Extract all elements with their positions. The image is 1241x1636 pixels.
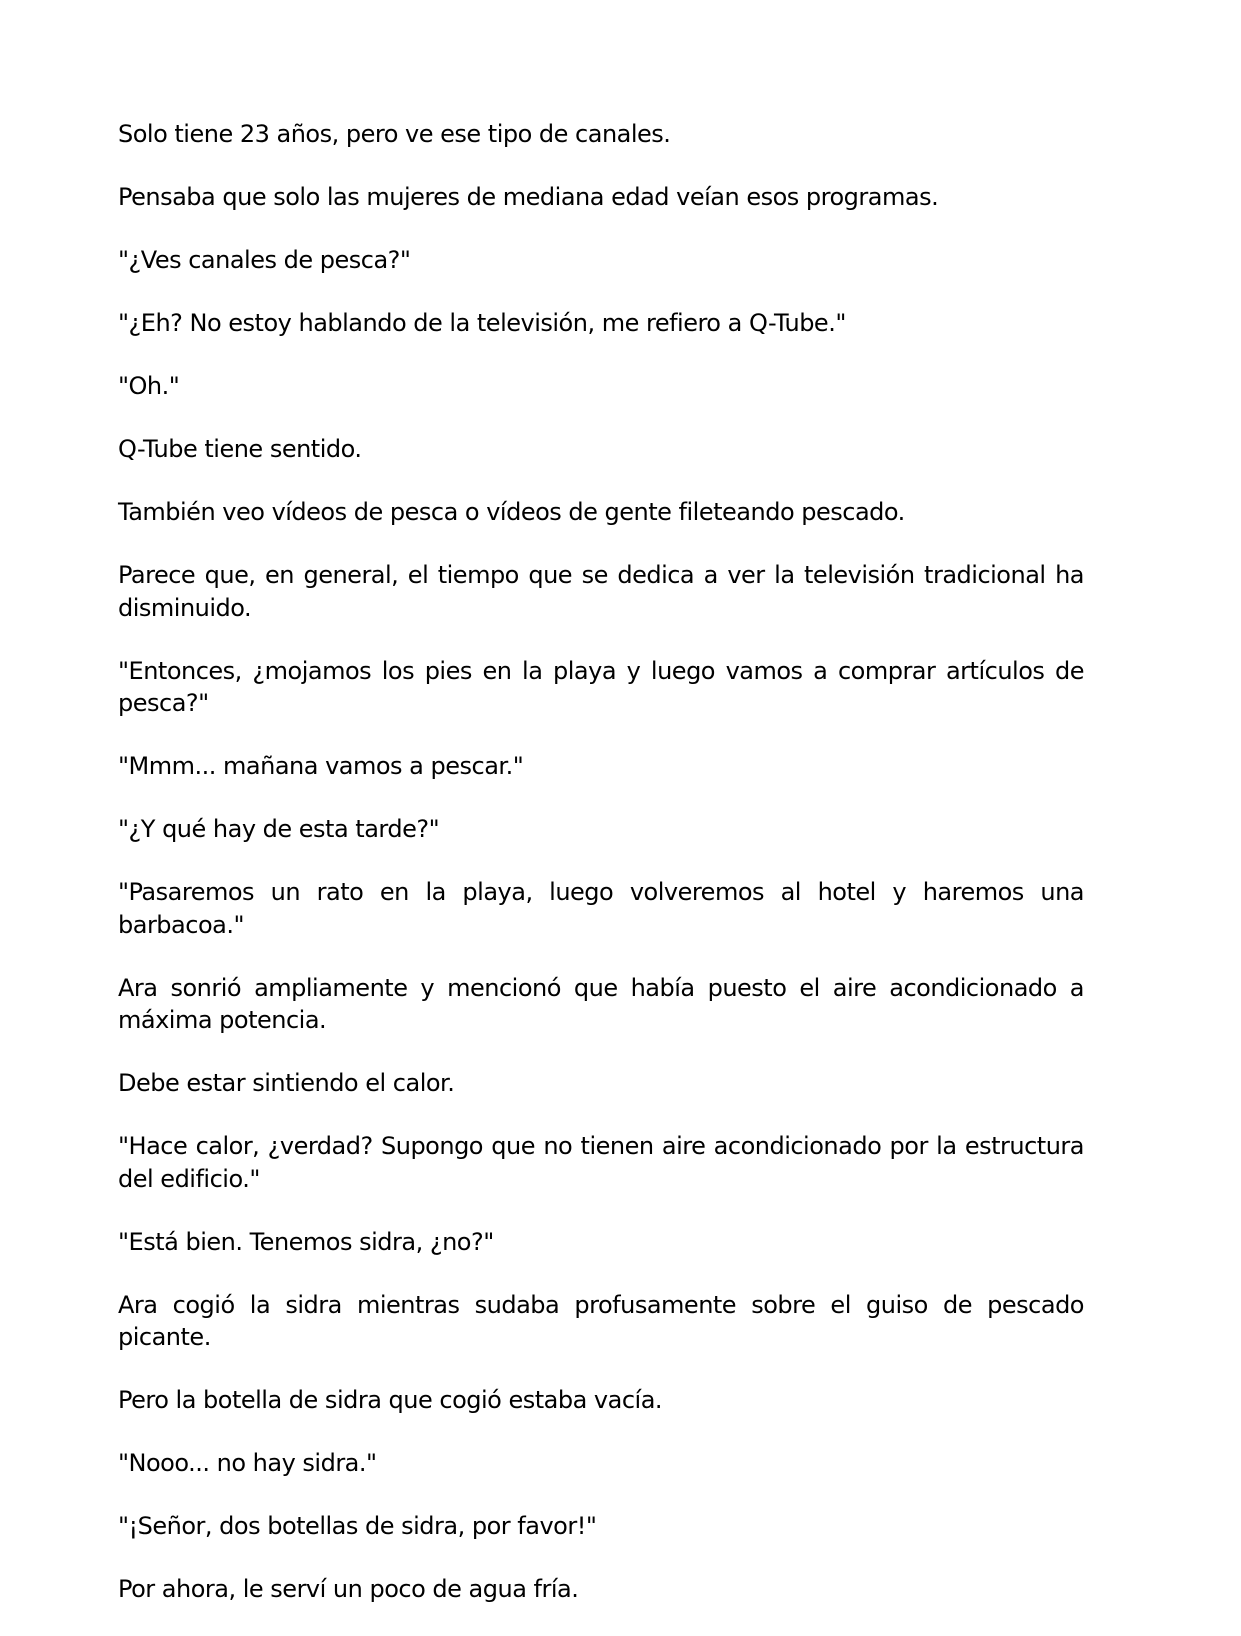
paragraph: "¿Y qué hay de esta tarde?" bbox=[118, 815, 440, 843]
paragraph: "Está bien. Tenemos sidra, ¿no?" bbox=[118, 1227, 494, 1256]
paragraph: "¿Ves canales de pesca?" bbox=[118, 246, 411, 274]
paragraph: Debe estar sintiendo el calor. bbox=[118, 1069, 455, 1097]
paragraph: "Mmm... mañana vamos a pescar." bbox=[118, 752, 524, 780]
paragraph: Ara sonrió ampliamente y mencionó que había puesto el aire acondicionado a máxima potencia. bbox=[118, 973, 1084, 1034]
paragraph: "Entonces, ¿mojamos los pies en la playa y luego vamos a comprar artículos de pesca?" bbox=[118, 656, 1084, 717]
paragraph: Parece que, en general, el tiempo que se dedica a ver la televisión tradicional ha disminuido. bbox=[118, 561, 1084, 622]
paragraph: "¡Señor, dos botellas de sidra, por favor!" bbox=[118, 1512, 597, 1540]
paragraph: También veo vídeos de pesca o vídeos de gente fileteando pescado. bbox=[118, 498, 905, 526]
paragraph: "Hace calor, ¿verdad? Supongo que no tienen aire acondicionado por la estructura del edificio." bbox=[118, 1132, 1084, 1193]
paragraph: Por ahora, le serví un poco de agua fría. bbox=[118, 1575, 579, 1603]
paragraph: "¿Eh? No estoy hablando de la televisión, me refiero a Q-Tube." bbox=[118, 309, 846, 337]
paragraph: Q-Tube tiene sentido. bbox=[118, 435, 362, 463]
paragraph: "Nooo... no hay sidra." bbox=[118, 1449, 377, 1477]
document-body bbox=[118, 118, 1084, 1636]
paragraph: Pensaba que solo las mujeres de mediana edad veían esos programas. bbox=[118, 183, 939, 211]
paragraph: Solo tiene 23 años, pero ve ese tipo de canales. bbox=[118, 120, 671, 148]
paragraph: "Oh." bbox=[118, 372, 180, 400]
paragraph: Ara cogió la sidra mientras sudaba profusamente sobre el guiso de pescado picante. bbox=[118, 1290, 1084, 1351]
paragraph: "Pasaremos un rato en la playa, luego volveremos al hotel y haremos una barbacoa." bbox=[118, 878, 1084, 939]
paragraph: Pero la botella de sidra que cogió estaba vacía. bbox=[118, 1386, 663, 1414]
